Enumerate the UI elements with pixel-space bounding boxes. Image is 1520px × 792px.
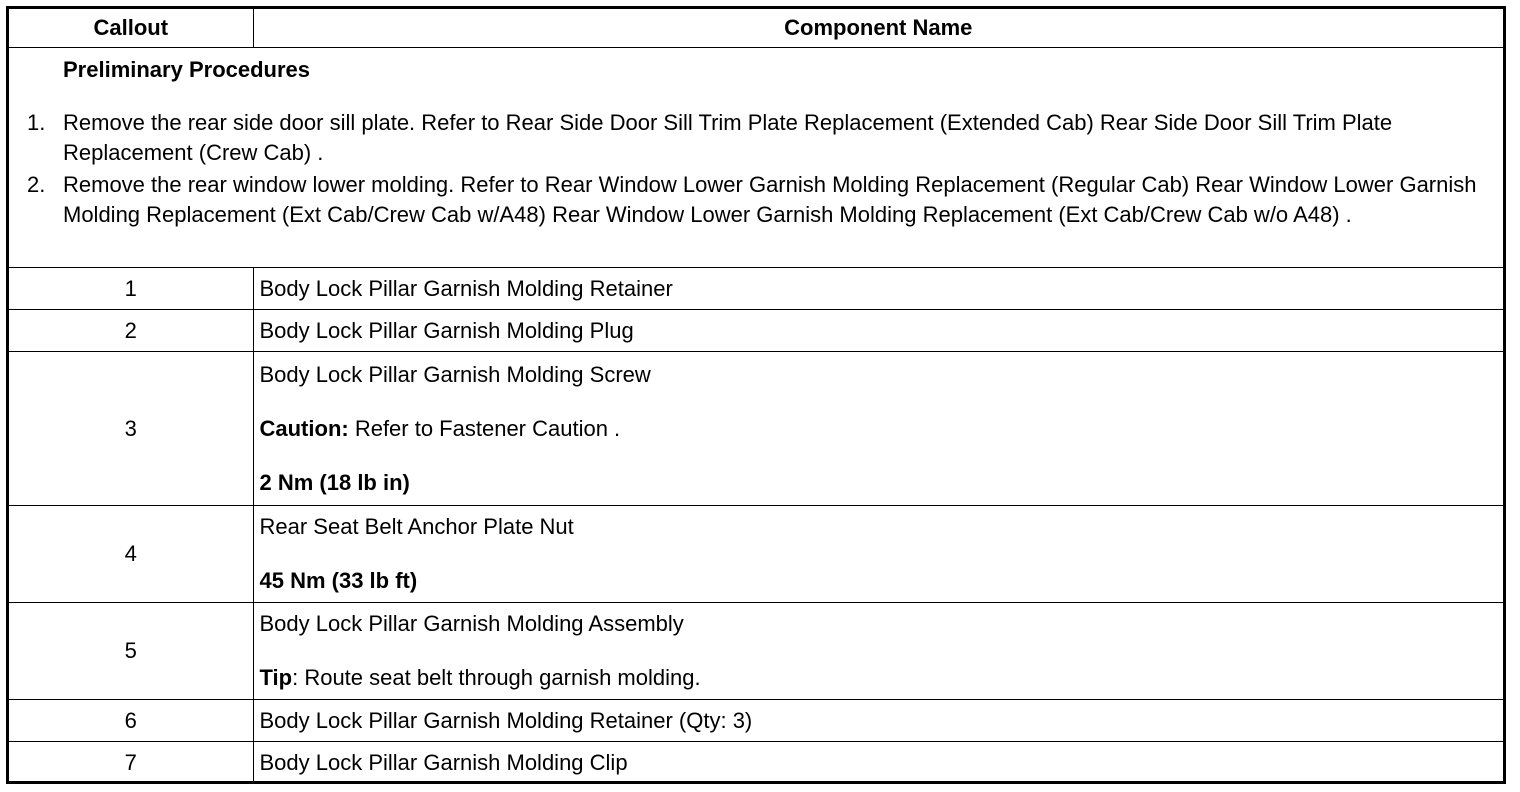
tip-label: Tip (259, 665, 293, 690)
torque-spec: 45 Nm (33 lb ft) (259, 568, 418, 593)
torque-spec: 2 Nm (18 lb in) (259, 469, 410, 495)
table-row (9, 268, 1503, 310)
callout-header: Callout (9, 9, 253, 48)
callout-number: 5 (9, 603, 253, 700)
callout-number: 4 (9, 506, 253, 603)
component-table-frame (6, 6, 1506, 784)
component-detail (253, 506, 1503, 603)
callout-number: 2 (9, 310, 253, 352)
callout-number: 6 (9, 700, 253, 742)
table-row (9, 603, 1503, 700)
table-row (9, 310, 1503, 352)
table-row (9, 700, 1503, 742)
table-row (9, 742, 1503, 784)
component-name: Body Lock Pillar Garnish Molding Clip (253, 742, 1503, 784)
tip-text: : Route seat belt through garnish molding. (292, 665, 701, 690)
table-header-row (9, 9, 1503, 48)
callout-number: 3 (9, 352, 253, 506)
step-number: 1. (27, 110, 46, 135)
component-detail (253, 352, 1503, 506)
step-text: Remove the rear window lower molding. Refer to Rear Window Lower Garnish Molding Replacement (Regular Cab) Rear Window Lower Garnish Molding Replacement (Ext Cab/Crew Cab w/A48) Rear Window Lower Garnish Molding Replacement (Ext Cab/Crew Cab w/o A48) . (63, 172, 1477, 227)
preliminary-procedures (9, 48, 1503, 268)
caution-note (260, 415, 1504, 443)
step-number: 2. (27, 172, 46, 197)
component-name: Body Lock Pillar Garnish Molding Retainer (Qty: 3) (253, 700, 1503, 742)
callout-number: 7 (9, 742, 253, 784)
component-name: Body Lock Pillar Garnish Molding Plug (253, 310, 1503, 352)
component-table (9, 9, 1503, 784)
component-name-header: Component Name (253, 9, 1503, 48)
caution-text: Refer to Fastener Caution . (348, 415, 621, 441)
callout-number: 1 (9, 268, 253, 310)
component-name: Body Lock Pillar Garnish Molding Retainer (253, 268, 1503, 310)
component-name: Body Lock Pillar Garnish Molding Screw (259, 361, 651, 387)
table-row (9, 506, 1503, 603)
component-name: Rear Seat Belt Anchor Plate Nut (259, 514, 574, 539)
preliminary-step (9, 108, 1495, 168)
step-text: Remove the rear side door sill plate. Refer to Rear Side Door Sill Trim Plate Replacement (Extended Cab) Rear Side Door Sill Trim Plate Replacement (Crew Cab) . (63, 110, 1393, 165)
preliminary-title: Preliminary Procedures (63, 57, 311, 82)
preliminary-steps (9, 108, 1495, 230)
tip-note (260, 664, 1504, 692)
component-detail (253, 603, 1503, 700)
preliminary-row (9, 48, 1503, 268)
caution-label: Caution: (259, 415, 349, 441)
table-row (9, 352, 1503, 506)
component-name: Body Lock Pillar Garnish Molding Assembly (259, 611, 684, 636)
preliminary-step (9, 170, 1495, 230)
